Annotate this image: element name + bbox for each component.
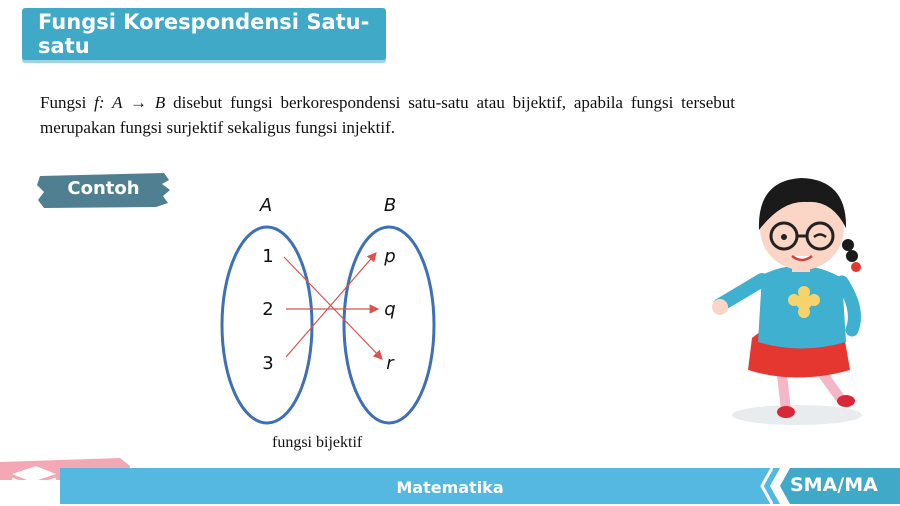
title-banner (22, 8, 386, 60)
set-a-element: 2 (262, 299, 274, 320)
diagram-caption: fungsi bijektif (272, 434, 363, 451)
mapping-arrow-3-p (286, 253, 376, 357)
function-mapping: : A → B (98, 93, 166, 112)
example-badge (36, 170, 171, 210)
set-a-label: A (259, 195, 273, 216)
set-b-element: p (384, 246, 396, 267)
subject-label: Matematika (396, 478, 504, 497)
definition-paragraph (40, 90, 735, 140)
definition-text: disebut fungsi berkorespondensi satu-satu atau bijektif, apabila fungsi tersebut merupakan fungsi surjektif sekaligus fungsi injektif. (40, 93, 735, 137)
function-symbol: f (94, 93, 99, 112)
mapping-arrow-1-r (284, 257, 382, 359)
set-a-element: 1 (262, 246, 274, 267)
definition-prefix: Fungsi (40, 93, 95, 112)
set-a-element: 3 (262, 353, 274, 374)
example-label: Contoh (67, 178, 140, 199)
footer-bar (0, 456, 900, 506)
set-b-element: r (386, 353, 394, 374)
set-b-label: B (383, 195, 397, 216)
page-title: Fungsi Korespondensi Satu-satu (38, 10, 370, 58)
school-level-label: SMA/MA (790, 474, 878, 496)
girl-illustration (712, 160, 872, 430)
set-b-element: q (384, 299, 396, 320)
bijective-mapping-diagram (210, 185, 450, 430)
